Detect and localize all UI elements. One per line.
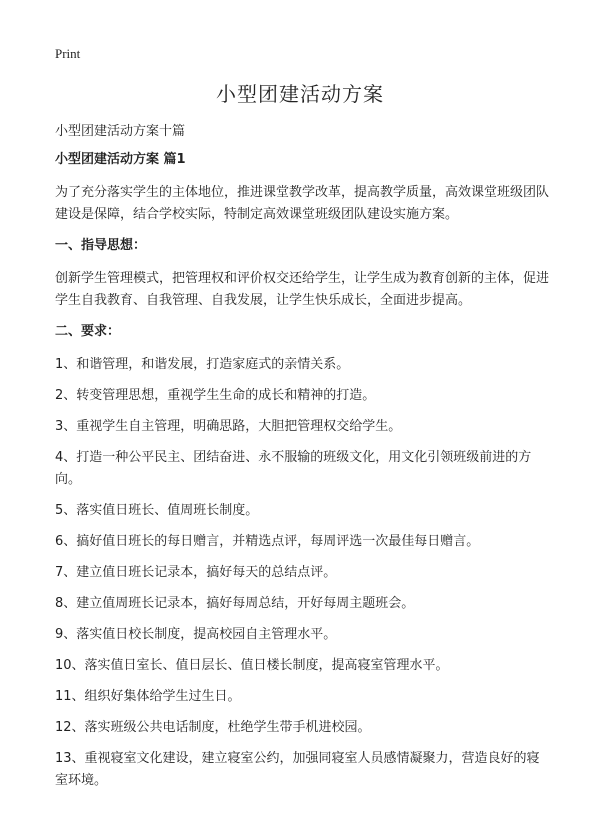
list-item: 11、组织好集体给学生过生日。	[55, 689, 241, 704]
list-item: 2、转变管理思想，重视学生生命的成长和精神的打造。	[55, 388, 376, 403]
intro-paragraph: 为了充分落实学生的主体地位，推进课堂教学改革，提高教学质量，高效课堂班级团队建设是保障，结合学校实际，特制定高效课堂班级团队建设实施方案。	[55, 185, 550, 222]
section-heading-guiding-thought: 一、指导思想：	[55, 238, 147, 253]
list-item: 6、搞好值日班长的每日赠言，并精选点评，每周评选一次最佳每日赠言。	[55, 534, 480, 549]
list-item: 3、重视学生自主管理，明确思路，大胆把管理权交给学生。	[55, 419, 402, 434]
list-item: 4、打造一种公平民主、团结奋进、永不服输的班级文化，用文化引领班级前进的方向。	[55, 450, 532, 487]
list-item: 10、落实值日室长、值日层长、值日楼长制度，提高寝室管理水平。	[55, 658, 449, 673]
list-item: 8、建立值周班长记录本，搞好每周总结，开好每周主题班会。	[55, 596, 415, 611]
article-body	[55, 150, 550, 801]
list-item: 12、落实班级公共电话制度，杜绝学生带手机进校园。	[55, 720, 371, 735]
requirements-list	[55, 354, 550, 792]
list-item: 7、建立值日班长记录本，搞好每天的总结点评。	[55, 565, 337, 580]
list-item: 1、和谐管理，和谐发展，打造家庭式的亲情关系。	[55, 357, 350, 372]
list-item: 5、落实值日班长、值周班长制度。	[55, 503, 259, 518]
guiding-thought-paragraph: 创新学生管理模式，把管理权和评价权交还给学生，让学生成为教育创新的主体，促进学生自我教育、自我管理、自我发展，让学生快乐成长，全面进步提高。	[55, 271, 550, 308]
list-item: 13、重视寝室文化建设，建立寝室公约，加强同寝室人员感情凝聚力，营造良好的寝室环境。	[55, 751, 540, 788]
print-link[interactable]: Print	[55, 46, 81, 61]
article-heading: 小型团建活动方案 篇1	[55, 152, 186, 167]
section-heading-requirements: 二、要求：	[55, 324, 121, 339]
page-title: 小型团建活动方案	[216, 82, 384, 106]
list-item: 9、落实值日校长制度，提高校园自主管理水平。	[55, 627, 337, 642]
document-subtitle: 小型团建活动方案十篇	[55, 124, 186, 139]
